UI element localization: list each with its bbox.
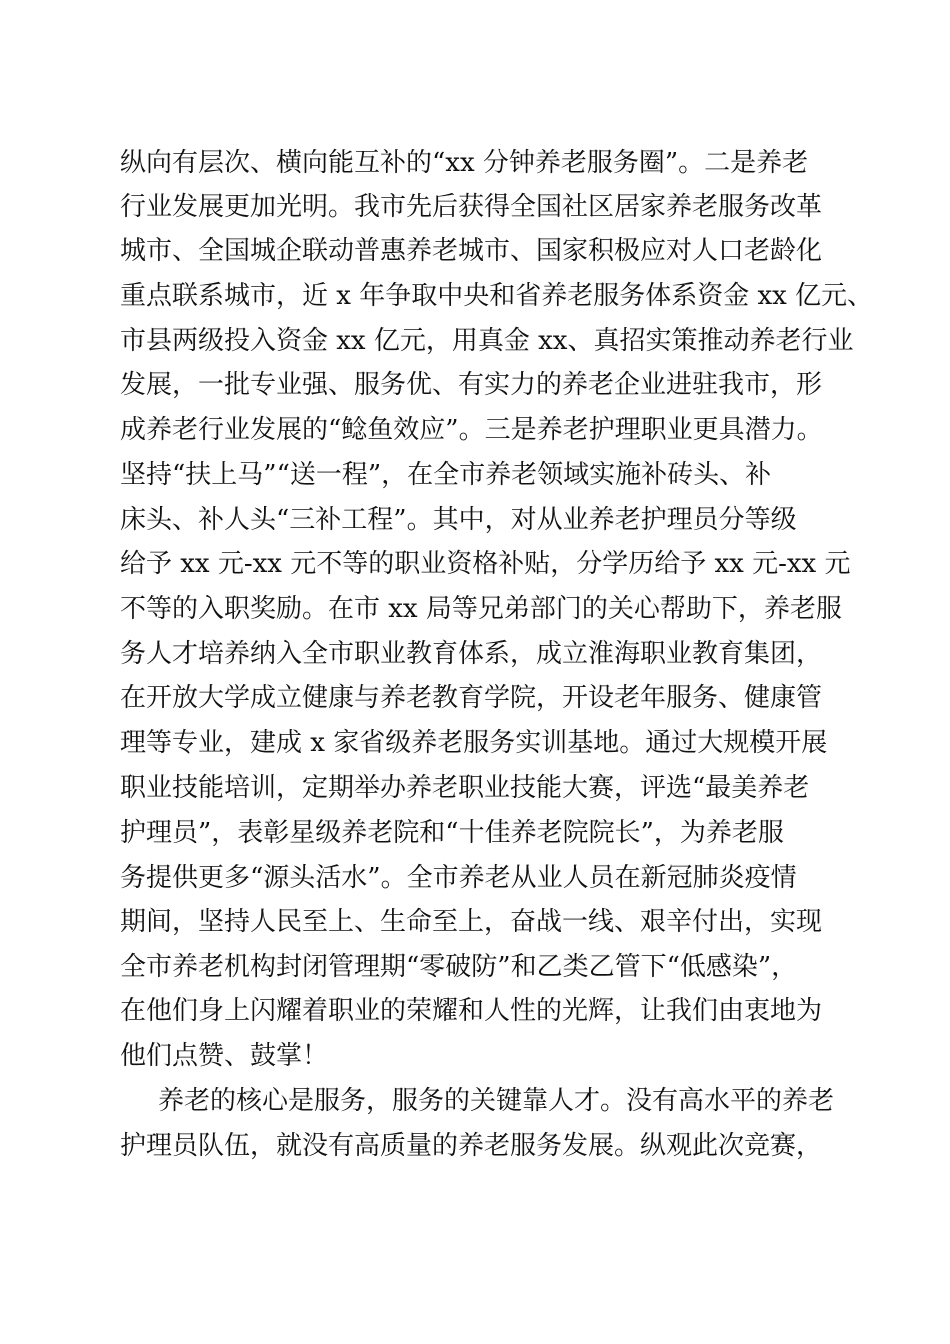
text-line-3: 城市、全国城企联动普惠养老城市、国家积极应对人口老龄化 [120,236,823,266]
text-line-11: 不等的入职奖励。在市 xx 局等兄弟部门的关心帮助下，养老服 [120,594,842,624]
text-line-2: 行业发展更加光明。我市先后获得全国社区居家养老服务改革 [120,192,823,222]
text-line-6: 发展，一批专业强、服务优、有实力的养老企业进驻我市，形 [120,370,823,400]
text-line-17: 务提供更多“源头活水”。全市养老从业人员在新冠肺炎疫情 [120,863,797,893]
text-line-4: 重点联系城市，近 x 年争取中央和省养老服务体系资金 xx 亿元、 [120,281,874,311]
text-line-5: 市县两级投入资金 xx 亿元，用真金 xx、真招实策推动养老行业 [120,326,854,356]
text-line-14: 理等专业，建成 x 家省级养老服务实训基地。通过大规模开展 [120,728,828,758]
text-line-18: 期间，坚持人民至上、生命至上，奋战一线、艰辛付出，实现 [120,907,823,937]
text-line-7: 成养老行业发展的“鲶鱼效应”。三是养老护理职业更具潜力。 [120,415,823,445]
text-line-20: 在他们身上闪耀着职业的荣耀和人性的光辉，让我们由衷地为 [120,996,823,1026]
text-line-9: 床头、补人头“三补工程”。其中，对从业养老护理员分等级 [120,505,797,535]
text-line-22: 养老的核心是服务，服务的关键靠人才。没有高水平的养老 [158,1086,835,1116]
text-line-23: 护理员队伍，就没有高质量的养老服务发展。纵观此次竞赛， [120,1131,823,1161]
text-line-21: 他们点赞、鼓掌！ [120,1041,329,1071]
text-line-19: 全市养老机构封闭管理期“零破防”和乙类乙管下“低感染”， [120,952,798,982]
text-line-12: 务人才培养纳入全市职业教育体系，成立淮海职业教育集团， [120,639,823,669]
text-line-16: 护理员”，表彰星级养老院和“十佳养老院院长”，为养老服 [120,818,784,848]
text-line-15: 职业技能培训，定期举办养老职业技能大赛，评选“最美养老 [120,773,810,803]
text-line-1: 纵向有层次、横向能互补的“xx 分钟养老服务圈”。二是养老 [120,148,809,178]
text-line-10: 给予 xx 元-xx 元不等的职业资格补贴，分学历给予 xx 元-xx 元 [120,549,851,579]
text-line-13: 在开放大学成立健康与养老教育学院，开设老年服务、健康管 [120,683,823,713]
text-line-8: 坚持“扶上马”“送一程”，在全市养老领域实施补砖头、补 [120,460,772,490]
